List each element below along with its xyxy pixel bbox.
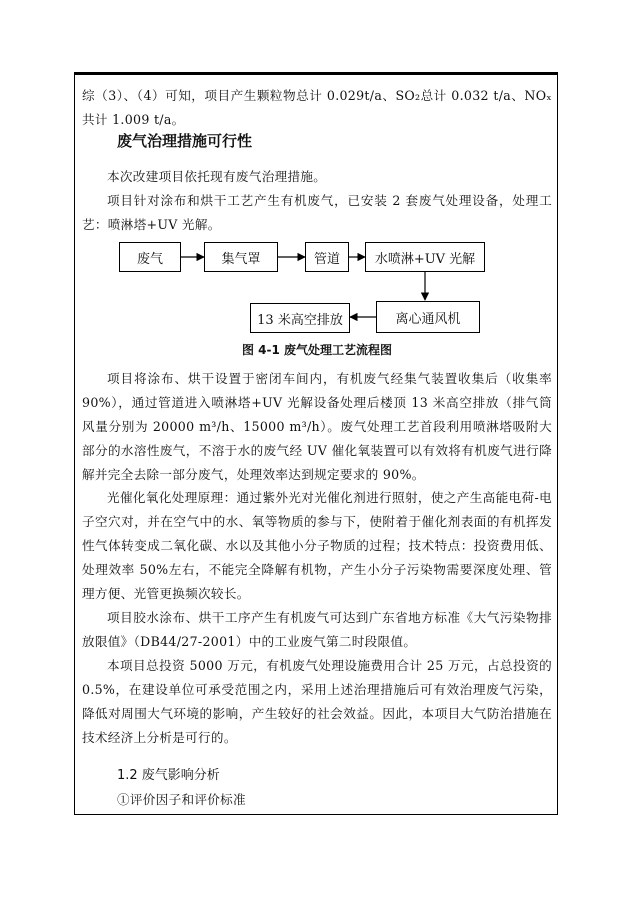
paragraph-6: 本项目总投资 5000 万元，有机废气处理设施费用合计 25 万元，占总投资的 0.5%，在建设单位可承受范围之内，采用上述治理措施后可有效治理废气污染，降低对周围大气环境的影响，产生较好的社会效益。因此，本项目大气防治措施在技术经济上分析是可行的。 xyxy=(82,658,557,745)
section-title: 废气治理措施可行性 xyxy=(117,132,253,150)
paragraph-2: 项目针对涂布和烘干工艺产生有机废气，已安装 2 套废气处理设备，处理工艺：喷淋塔+UV 光解。 xyxy=(82,193,552,232)
flow-box-hood: 集气罩 xyxy=(204,242,278,272)
list-item-1: ①评价因子和评价标准 xyxy=(117,792,246,807)
flow-box-waste-gas: 废气 xyxy=(119,242,181,272)
figure-caption: 图 4-1 废气处理工艺流程图 xyxy=(241,343,393,357)
subsection-heading: 1.2 废气影响分析 xyxy=(117,768,220,783)
flow-box-stack: 13 米高空排放 xyxy=(250,303,350,333)
paragraph-4: 光催化氧化处理原理：通过紫外光对光催化剂进行照射，使之产生高能电荷-电子空穴对，并在空气中的水、氧等物质的参与下，使附着于催化剂表面的有机挥发性气体转变成二氧化碳、水以及其他小分子物质的过程；技术特点：投资费用低、处理效率 50%左右，不能完全降解有机物，产生小分子污染物需要深度处理、管理方便、光管更换频次较长。 xyxy=(82,490,552,601)
paragraph-5: 项目胶水涂布、烘干工序产生有机废气可达到广东省地方标准《大气污染物排放限值》（DB44/27-2001）中的工业废气第二时段限值。 xyxy=(82,610,552,649)
flow-box-fan: 离心通风机 xyxy=(376,301,480,333)
paragraph-1: 本次改建项目依托现有废气治理措施。 xyxy=(107,169,327,184)
paragraph-3: 项目将涂布、烘干设置于密闭车间内，有机废气经集气装置收集后（收集率 90%），通过管道进入喷淋塔+UV 光解设备处理后楼顶 13 米高空排放（排气筒风量分别为 20000 m³/h、15000 m³/h）。废气处理工艺首段利用喷淋塔吸附大部分的水溶性废气，不溶于水的废气经 UV 催化氧装置可以有效将有机废气进行降解并完全去除一部分废气，处理效率达到规定要求的 90%。 xyxy=(82,371,557,482)
intro-paragraph: 综（3）、（4）可知，项目产生颗粒物总计 0.029t/a、SO₂总计 0.032 t/a、NOₓ共计 1.009 t/a。 xyxy=(82,88,552,127)
flow-box-pipe: 管道 xyxy=(305,242,349,272)
flow-box-spray-uv: 水喷淋+UV 光解 xyxy=(365,242,485,272)
